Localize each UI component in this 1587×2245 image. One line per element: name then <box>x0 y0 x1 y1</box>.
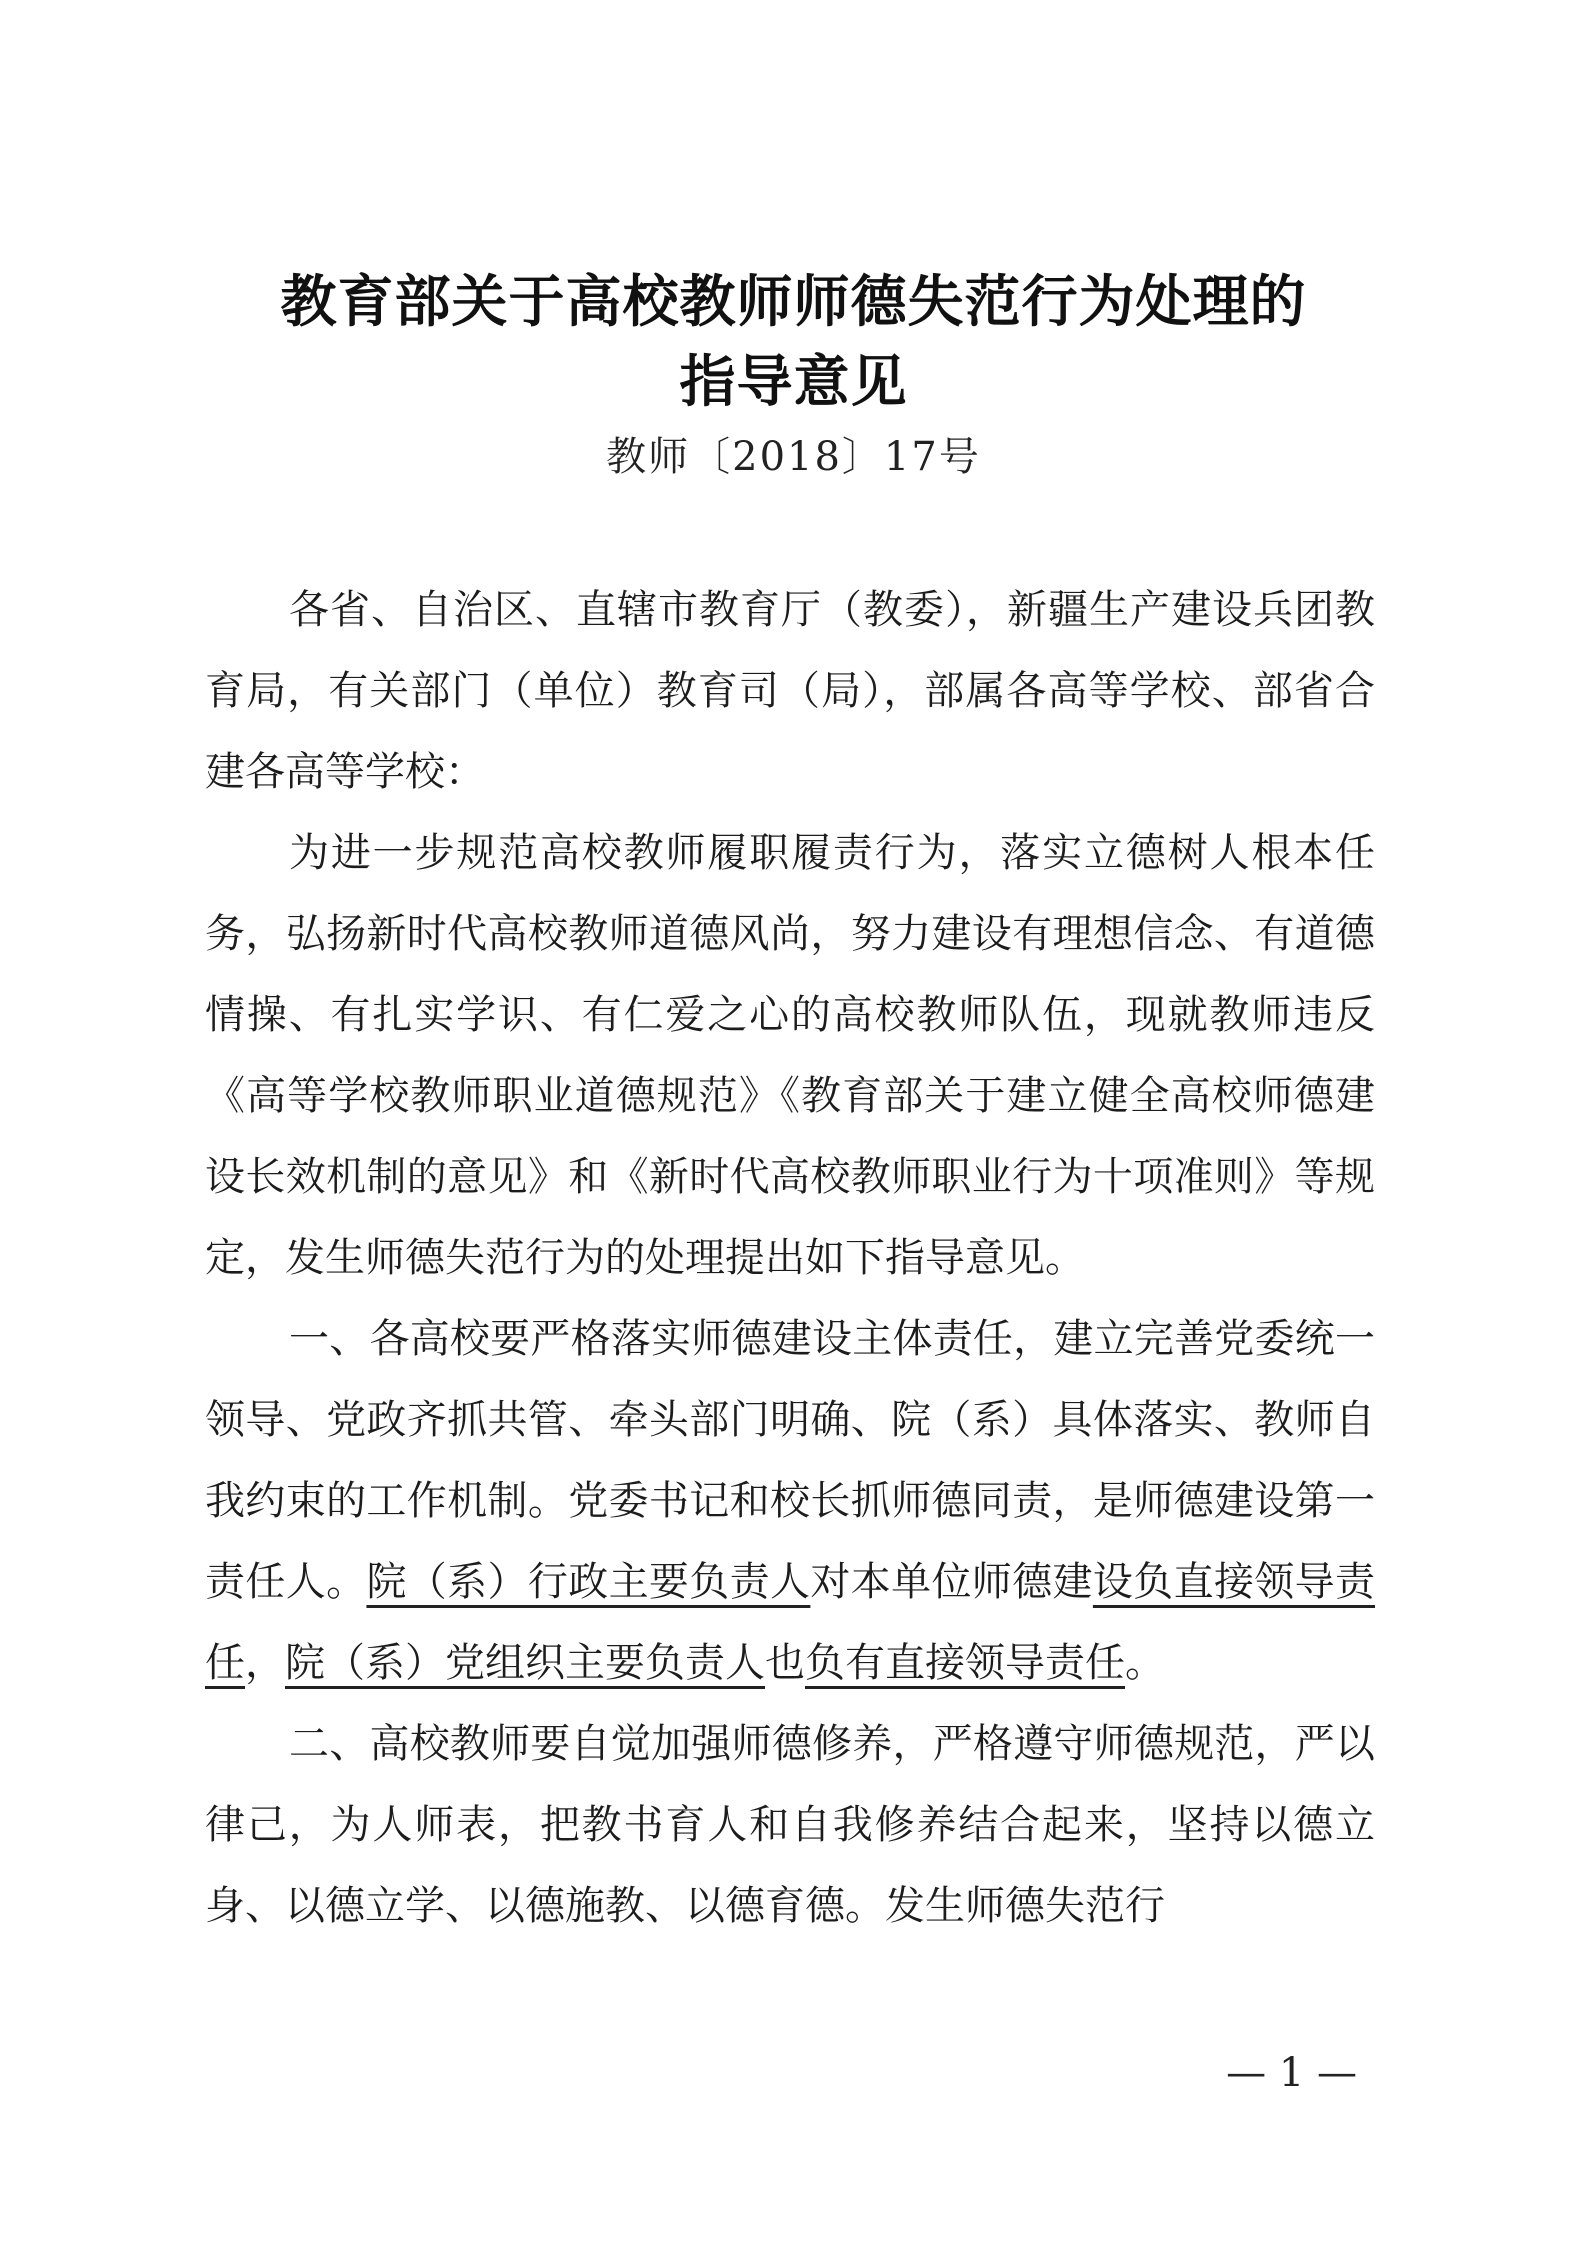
page-number: — 1 — <box>1226 2050 1357 2096</box>
intro-paragraph: 为进一步规范高校教师履职履责行为，落实立德树人根本任务，弘扬新时代高校教师道德风尚，努力建设有理想信念、有道德情操、有扎实学识、有仁爱之心的高校教师队伍，现就教师违反《高等学校教师职业道德规范》《教育部关于建立健全高校师德建设长效机制的意见》和《新时代高校教师职业行为十项准则》等规定，发生师德失范行为的处理提出如下指导意见。 <box>205 830 1375 1281</box>
underlined-phrase: 院（系）行政主要负责人 <box>366 1559 811 1605</box>
salutation-paragraph: 各省、自治区、直辖市教育厅（教委），新疆生产建设兵团教育局，有关部门（单位）教育司（局），部属各高等学校、部省合建各高等学校： <box>205 587 1375 795</box>
underlined-phrase: 负有直接领导责任 <box>805 1640 1125 1686</box>
underlined-phrase: 院（系）党组织主要负责人 <box>285 1640 765 1686</box>
paragraph-one-text: ， <box>245 1640 285 1686</box>
paragraph-one-text: 。 <box>1125 1640 1165 1686</box>
paragraph-one-text: 一、各高校要严格落实师德建设主体责任，建立完善党委统一领导、党政齐抓共管、牵头部门明确、院（系）具体落实、教师自我约束的工作机制。党委书记和校长抓师德同责，是师德建设第一责任人。 <box>205 1316 1375 1605</box>
paragraph-one <box>205 1299 1375 1704</box>
document-title-line2: 指导意见 <box>679 350 908 415</box>
paragraph-one-text: 也 <box>765 1640 805 1686</box>
underlined-phrase: 设负直接领导责任 <box>205 1559 1376 1686</box>
document-title-line1: 教育部关于高校教师师德失范行为处理的 <box>280 270 1307 335</box>
document-body <box>205 570 1375 1947</box>
paragraph-two: 二、高校教师要自觉加强师德修养，严格遵守师德规范，严以律己，为人师表，把教书育人和自我修养结合起来，坚持以德立身、以德立学、以德施教、以德育德。发生师德失范行 <box>205 1721 1375 1929</box>
document-number: 教师〔2018〕17号 <box>606 434 981 480</box>
paragraph-one-text: 对本单位师德建 <box>810 1559 1093 1605</box>
